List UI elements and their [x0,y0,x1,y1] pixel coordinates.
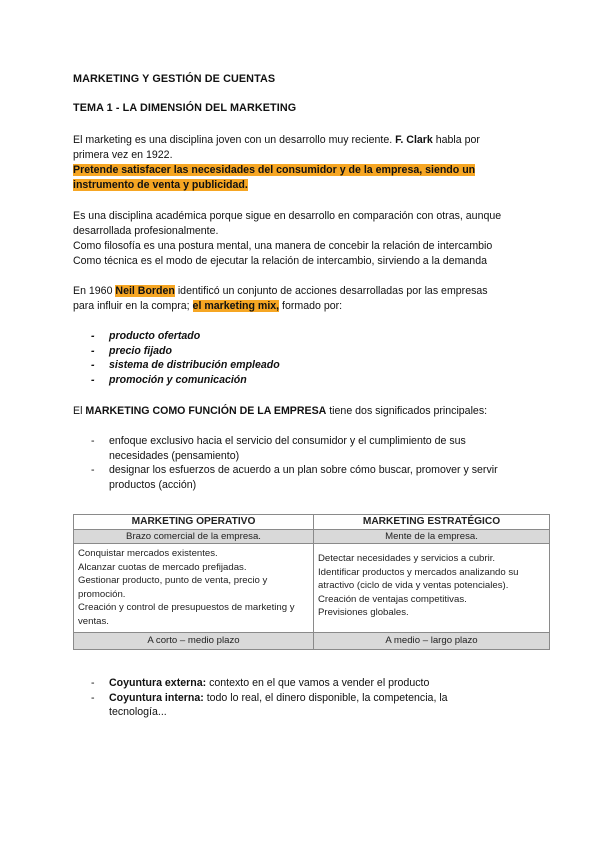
meanings-list [73,434,498,492]
coyuntura-list [73,676,448,720]
table-cell-operativo: Conquistar mercados existentes. Alcanzar cuotas de mercado prefijadas. Gestionar producto, punto de venta, precio y promoción. Creación y control de presupuestos de marketing y ventas. [74,544,314,633]
list-item: - sistema de distribución empleado [91,359,280,371]
list-item: - designar los esfuerzos de acuerdo a un plan sobre cómo buscar, promover y servir productos (acción) [91,464,498,491]
highlight-line-2: instrumento de venta y publicidad. [73,179,248,191]
paragraph-function: El MARKETING COMO FUNCIÓN DE LA EMPRESA tiene dos significados principales: [73,405,488,417]
table-footer-operativo: A corto – medio plazo [74,633,314,650]
paragraph-intro-line-1: El marketing es una disciplina joven con un desarrollo muy reciente. F. Clark habla por [73,134,480,146]
table-subheader-estrategico: Mente de la empresa. [314,530,550,544]
term-marketing-mix: el marketing mix, [192,300,280,312]
author-clark: F. Clark [395,134,433,146]
paragraph-borden-line-2: para influir en la compra; el marketing mix, formado por: [73,300,343,312]
highlight-line-1: Pretende satisfacer las necesidades del consumidor y de la empresa, siendo un [73,164,476,176]
paragraph-discipline-line-2: desarrollada profesionalmente. [73,225,219,237]
table-header-operativo: MARKETING OPERATIVO [74,515,314,530]
paragraph-borden-line-1: En 1960 Neil Borden identificó un conjunto de acciones desarrolladas por las empresas [73,285,488,297]
list-item: - Coyuntura interna: todo lo real, el dinero disponible, la competencia, la tecnología... [91,691,448,718]
name-neil-borden: Neil Borden [115,285,175,297]
table-header-estrategico: MARKETING ESTRATÉGICO [314,515,550,530]
list-item: - producto ofertado [91,330,201,342]
paragraph-intro-line-2: primera vez en 1922. [73,149,173,161]
list-item: - precio fijado [91,344,172,357]
paragraph-discipline-line-1: Es una disciplina académica porque sigue en desarrollo en comparación con otras, aunque [73,210,502,222]
list-item: - promoción y comunicación [91,373,247,386]
document-title: MARKETING Y GESTIÓN DE CUENTAS [73,73,276,85]
paragraph-philosophy: Como filosofía es una postura mental, una manera de concebir la relación de intercambio [73,240,493,252]
section-heading: TEMA 1 - LA DIMENSIÓN DEL MARKETING [73,102,297,114]
marketing-comparison-table [73,514,550,650]
table-cell-estrategico: Detectar necesidades y servicios a cubrir. Identificar productos y mercados analizando su atractivo (ciclo de vida y ventas potenciales). Creación de ventajas competitivas. Previsiones globales. [314,544,550,633]
table-subheader-operativo: Brazo comercial de la empresa. [74,530,314,544]
table-footer-estrategico: A medio – largo plazo [314,633,550,650]
paragraph-technique: Como técnica es el modo de ejecutar la relación de intercambio, sirviendo a la demanda [73,255,487,267]
list-item: - Coyuntura externa: contexto en el que vamos a vender el producto [91,677,430,689]
marketing-mix-list [73,329,280,387]
list-item: - enfoque exclusivo hacia el servicio del consumidor y el cumplimiento de sus necesidades (pensamiento) [91,435,466,462]
